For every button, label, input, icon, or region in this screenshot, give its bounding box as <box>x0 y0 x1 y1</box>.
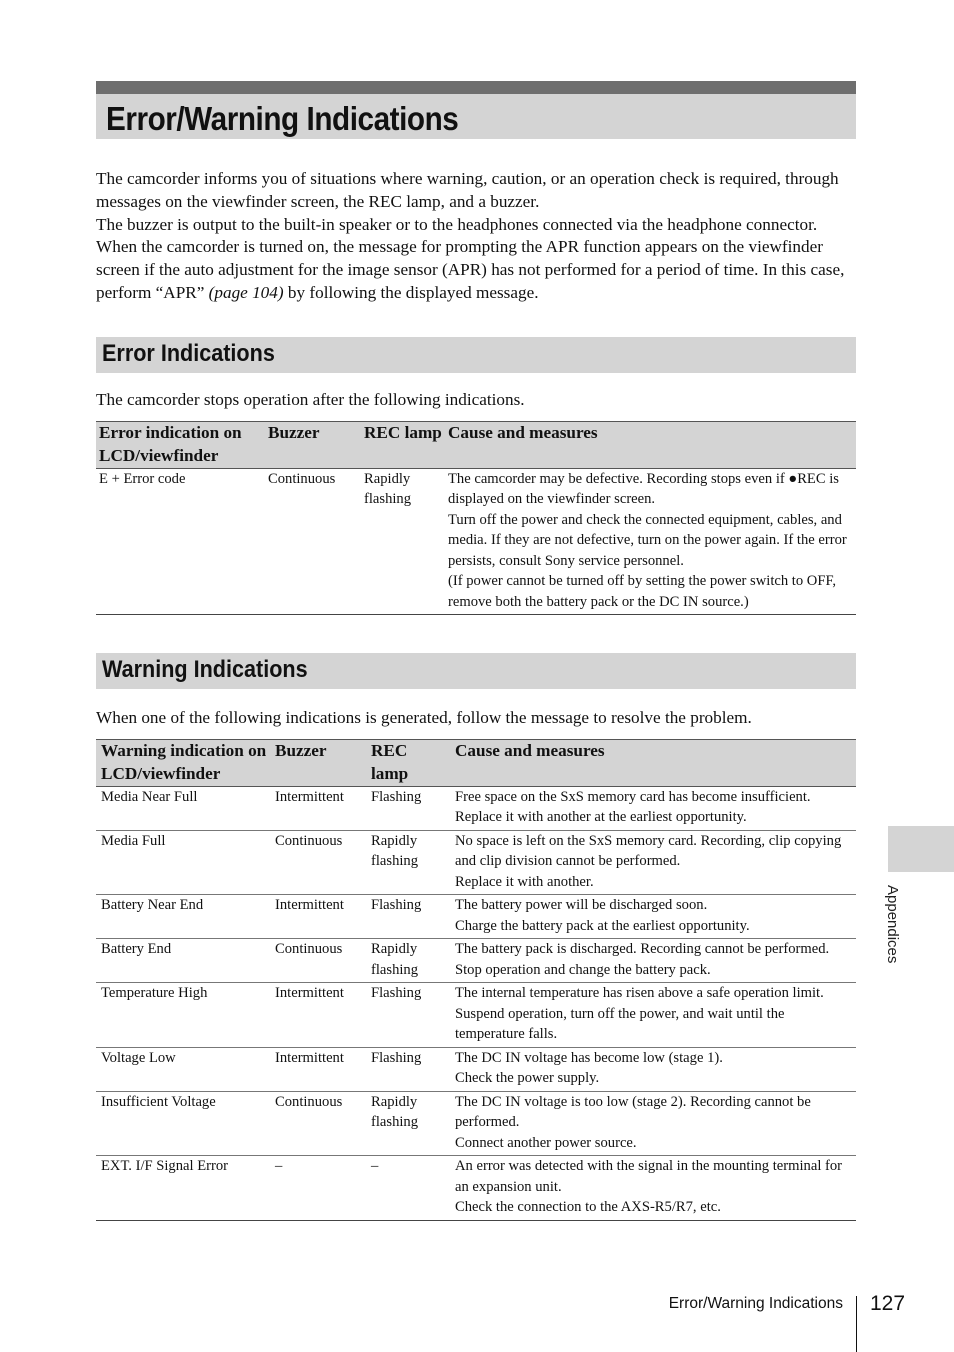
intro-paragraph-1: The camcorder informs you of situations where warning, caution, or an operation check is required, through messages on the viewfinder screen, the REC lamp, and a buzzer. <box>96 169 839 211</box>
table-row <box>96 1047 856 1091</box>
header-indication: Error indication on LCD/viewfinder <box>96 422 265 469</box>
buzzer-cell: Continuous <box>270 1091 366 1156</box>
rec-lamp-cell: Rapidly flashing <box>366 939 450 983</box>
indication-cell: E + Error code <box>96 468 265 615</box>
title-bar <box>96 81 856 139</box>
header-indication: Warning indication on LCD/viewfinder <box>96 740 270 787</box>
indication-cell: Battery End <box>96 939 270 983</box>
indication-cell: Insufficient Voltage <box>96 1091 270 1156</box>
cause-cell <box>450 939 856 983</box>
indication-cell: Voltage Low <box>96 1047 270 1091</box>
cause-line: The battery pack is discharged. Recording cannot be performed. <box>455 941 830 958</box>
cause-line: Stop operation and change the battery pack. <box>455 961 711 978</box>
cause-line: Check the connection to the AXS-R5/R7, etc. <box>455 1199 721 1216</box>
rec-lamp-cell: Flashing <box>366 983 450 1048</box>
rec-lamp-cell: Flashing <box>366 1047 450 1091</box>
cause-line: The camcorder may be defective. Recording stops even if ●REC is displayed on the viewfinder screen. <box>448 470 839 508</box>
intro-paragraph-3 <box>96 236 858 304</box>
page-reference-link[interactable]: (page 104) <box>208 282 284 302</box>
buzzer-cell: Continuous <box>270 830 366 895</box>
warning-section-heading: Warning Indications <box>102 656 308 683</box>
error-table <box>96 421 856 615</box>
intro-paragraph-3-text: When the camcorder is turned on, the message for prompting the APR function appears on the viewfinder screen if the auto adjustment for the image sensor (APR) has not performed for a period of time. In this case, perform “APR” <box>96 237 845 302</box>
cause-line: Suspend operation, turn off the power, and wait until the temperature falls. <box>455 1005 785 1043</box>
cause-cell <box>450 1091 856 1156</box>
footer-divider <box>856 1296 857 1352</box>
table-row <box>96 1091 856 1156</box>
cause-line: The DC IN voltage has become low (stage 1). <box>455 1049 723 1066</box>
warning-section-bar <box>96 653 856 689</box>
buzzer-cell: Continuous <box>265 468 361 615</box>
buzzer-cell: Intermittent <box>270 1047 366 1091</box>
buzzer-cell: Continuous <box>270 939 366 983</box>
error-table-header-row <box>96 422 856 469</box>
cause-line: Replace it with another. <box>455 873 594 890</box>
cause-line: Charge the battery pack at the earliest opportunity. <box>455 917 750 934</box>
table-row <box>96 895 856 939</box>
rec-lamp-cell: – <box>366 1156 450 1221</box>
table-row <box>96 830 856 895</box>
intro-paragraph-2: The buzzer is output to the built-in speaker or to the headphones connected via the headphone connector. <box>96 214 818 234</box>
cause-line: Check the power supply. <box>455 1070 600 1087</box>
cause-cell <box>450 1047 856 1091</box>
page-number: 127 <box>870 1292 906 1315</box>
cause-line: The DC IN voltage is too low (stage 2). Recording cannot be performed. <box>455 1093 811 1131</box>
cause-cell <box>450 1156 856 1221</box>
indication-cell: Battery Near End <box>96 895 270 939</box>
cause-line: Turn off the power and check the connected equipment, cables, and media. If they are not defective, turn on the power again. If the error persists, consult Sony service personnel. <box>448 511 847 569</box>
header-cause: Cause and measures <box>445 422 856 469</box>
warning-table <box>96 739 856 1221</box>
header-rec-lamp: REC lamp <box>366 740 450 787</box>
error-section-bar <box>96 337 856 373</box>
warning-table-header-row <box>96 740 856 787</box>
header-buzzer: Buzzer <box>270 740 366 787</box>
cause-line: (If power cannot be turned off by setting the power switch to OFF, remove both the battery pack or the DC IN source.) <box>448 573 837 610</box>
cause-cell <box>450 895 856 939</box>
rec-lamp-cell: Flashing <box>366 895 450 939</box>
buzzer-cell: – <box>270 1156 366 1221</box>
table-row <box>96 939 856 983</box>
rec-lamp-cell: Rapidly flashing <box>361 468 445 615</box>
error-section-heading: Error Indications <box>102 340 275 367</box>
rec-lamp-cell: Rapidly flashing <box>366 830 450 895</box>
indication-cell: Temperature High <box>96 983 270 1048</box>
appendices-label: Appendices <box>884 885 901 964</box>
table-row <box>96 786 856 830</box>
table-row <box>96 983 856 1048</box>
page-title: Error/Warning Indications <box>106 100 459 137</box>
header-rec-lamp: REC lamp <box>361 422 445 469</box>
rec-lamp-cell: Flashing <box>366 786 450 830</box>
indication-cell: Media Near Full <box>96 786 270 830</box>
rec-lamp-cell: Rapidly flashing <box>366 1091 450 1156</box>
intro-paragraph-3-end: by following the displayed message. <box>283 282 539 302</box>
appendices-tab <box>888 826 954 872</box>
intro-text <box>96 168 858 305</box>
cause-cell <box>450 830 856 895</box>
cause-cell <box>450 786 856 830</box>
buzzer-cell: Intermittent <box>270 983 366 1048</box>
header-cause: Cause and measures <box>450 740 856 787</box>
error-section-intro: The camcorder stops operation after the following indications. <box>96 390 525 409</box>
table-row <box>96 468 856 615</box>
buzzer-cell: Intermittent <box>270 895 366 939</box>
cause-line: The battery power will be discharged soon. <box>455 897 708 914</box>
cause-line: No space is left on the SxS memory card. Recording, clip copying and clip division cannot be performed. <box>455 832 842 870</box>
cause-line: The internal temperature has risen above a safe operation limit. <box>455 985 824 1002</box>
cause-cell <box>450 983 856 1048</box>
cause-line: Free space on the SxS memory card has become insufficient. <box>455 788 811 805</box>
indication-cell: EXT. I/F Signal Error <box>96 1156 270 1221</box>
warning-section-intro: When one of the following indications is generated, follow the message to resolve the problem. <box>96 708 752 727</box>
table-row <box>96 1156 856 1221</box>
cause-line: An error was detected with the signal in the mounting terminal for an expansion unit. <box>455 1158 843 1195</box>
indication-cell: Media Full <box>96 830 270 895</box>
footer-section-name: Error/Warning Indications <box>668 1295 843 1312</box>
cause-cell <box>445 468 856 615</box>
buzzer-cell: Intermittent <box>270 786 366 830</box>
cause-line: Connect another power source. <box>455 1134 637 1151</box>
header-buzzer: Buzzer <box>265 422 361 469</box>
cause-line: Replace it with another at the earliest opportunity. <box>455 809 747 826</box>
